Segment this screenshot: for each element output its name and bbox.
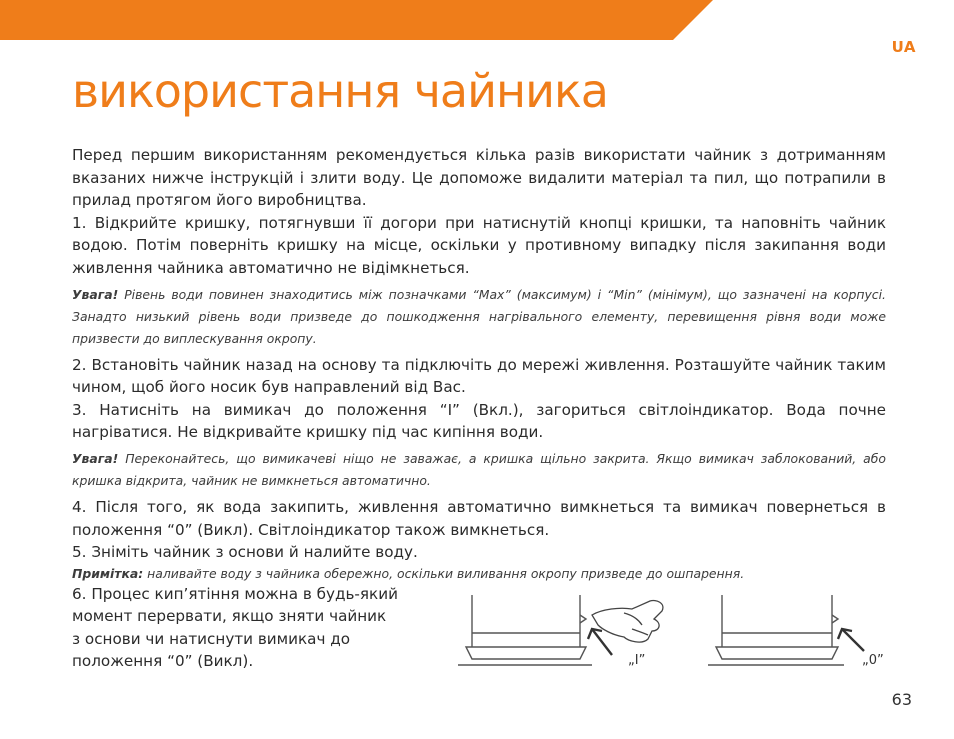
warning-2 — [72, 448, 886, 492]
instructions-body — [72, 144, 886, 584]
step-6-line-3: з основи чи натиснути вимикач до — [72, 629, 351, 648]
arrow-icon — [588, 629, 612, 655]
arrow-icon — [838, 629, 864, 651]
step-6 — [72, 583, 452, 673]
warning-2-label: Увага! — [72, 450, 119, 466]
kettle-off-illustration — [708, 595, 844, 665]
warning-1 — [72, 284, 886, 350]
step-4: 4. Після того, як вода закипить, живлення автоматично вимкнеться та вимикач повернеться в положення “0” (Викл). Світлоіндикатор також вимкнеться. — [72, 497, 886, 539]
step-6-line-4: положення “0” (Викл). — [72, 652, 254, 671]
warning-1-label: Увага! — [72, 286, 119, 302]
note-label: Примітка: — [72, 565, 144, 581]
step-2: 2. Встановіть чайник назад на основу та підключіть до мережі живлення. Розташуйте чайник таким чином, щоб його носик був направлений від Вас. — [72, 355, 886, 397]
header-band — [0, 0, 954, 40]
intro-paragraph: Перед першим використанням рекомендується кілька разів використати чайник з дотриманням вказаних нижче інструкцій і злити воду. Це допоможе видалити матеріал та пил, що потрапили в прилад протягом його виробництва. — [72, 146, 886, 210]
step-3: 3. Натисніть на вимикач до положення “I” (Вкл.), загориться світлоіндикатор. Вода почне нагріватися. Не відкривайте кришку під час кипіння води. — [72, 400, 886, 442]
kettle-switch-illustration — [452, 585, 892, 675]
step-5: 5. Зніміть чайник з основи й налийте воду. — [72, 543, 418, 562]
kettle-diagram-svg — [452, 585, 892, 675]
note — [72, 564, 886, 584]
step-6-line-2: момент перервати, якщо зняти чайник — [72, 607, 387, 626]
language-code: UA — [891, 38, 916, 56]
warning-1-text: Рівень води повинен знаходитись між позначками “Max” (максимум) і “Min” (мінімум), що зазначені на корпусі. Занадто низький рівень води призведе до пошкодження нагрівального елементу, перевищення рівня води може призвести до виплескування окропу. — [72, 286, 886, 346]
hand-icon — [592, 600, 663, 642]
page-number: 63 — [891, 690, 912, 709]
label-off: „0” — [862, 653, 884, 668]
warning-2-text: Переконайтесь, що вимикачеві ніщо не заважає, а кришка щільно закрита. Якщо вимикач заблокований, або кришка відкрита, чайник не вимкнеться автоматично. — [72, 450, 886, 488]
kettle-on-illustration — [458, 595, 592, 665]
step-1: 1. Відкрийте кришку, потягнувши її догори при натиснутій кнопці кришки, та наповніть чайник водою. Потім поверніть кришку на місце, оскільки у противному випадку після закипання води живлення чайника автоматично не відімкнеться. — [72, 213, 886, 277]
page-title: використання чайника — [72, 64, 608, 118]
label-on: „I” — [628, 653, 646, 668]
note-text: наливайте воду з чайника обережно, оскільки виливання окропу призведе до ошпарення. — [143, 565, 745, 581]
step-6-line-1: 6. Процес кип’ятіння можна в будь-який — [72, 585, 398, 603]
